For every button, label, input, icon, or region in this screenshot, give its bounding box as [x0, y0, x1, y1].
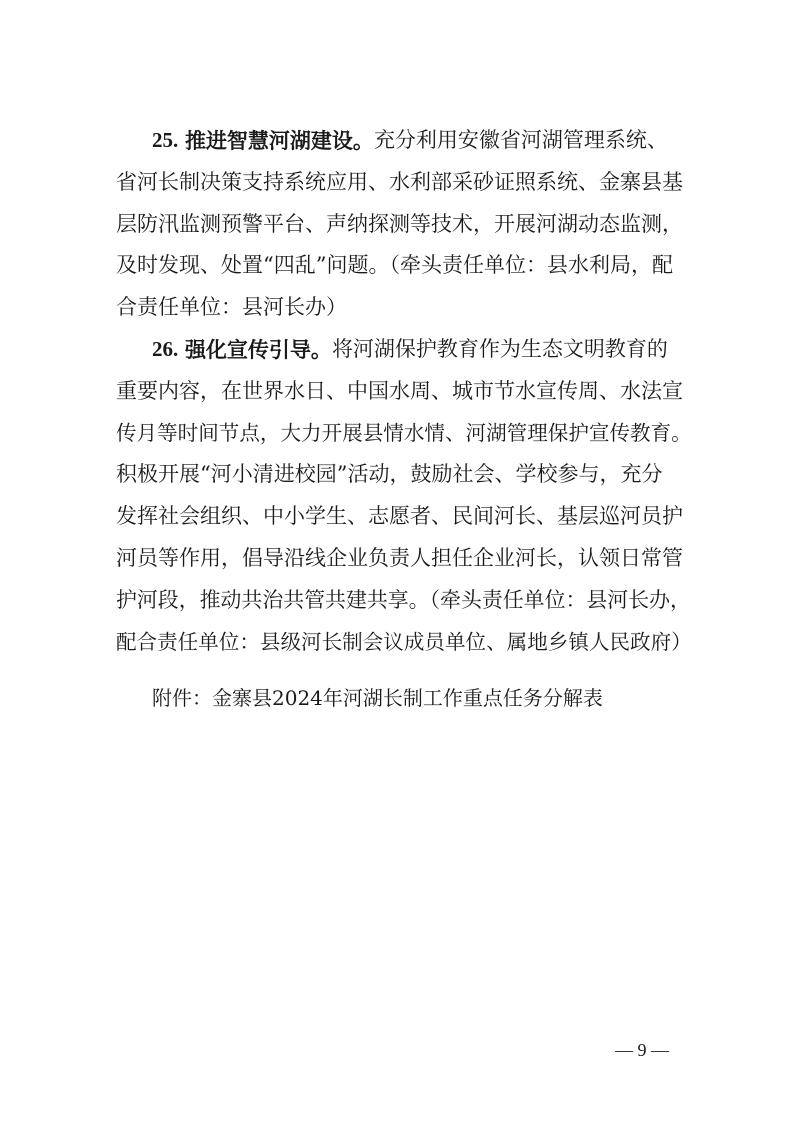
item-26-line-2: [116, 371, 692, 413]
item-25-heading: 推进智慧河湖建设。: [184, 128, 374, 153]
item-26-line-4: [116, 454, 692, 496]
item-25-number: 25.: [152, 128, 179, 152]
item-25-line-4: [116, 245, 692, 287]
item-26-heading: 强化宣传引导。: [184, 336, 332, 362]
item-26-text: 积极开展“河小清进校园”活动，鼓励社会、学校参与，充分: [116, 462, 663, 487]
item-26-line-1: [116, 329, 692, 371]
item-25-text: 省河长制决策支持系统应用、水利部采砂证照系统、金寨县基: [116, 169, 683, 194]
item-25-line-2: [116, 162, 692, 204]
item-25-text: 合责任单位：县河长办）: [116, 295, 347, 320]
item-25-line-3: [116, 204, 692, 246]
page-number: — 9 —: [615, 1040, 669, 1060]
item-25-line-1: [116, 120, 692, 162]
item-26-text: 河员等作用，倡导沿线企业负责人担任企业河长，认领日常管: [116, 545, 683, 570]
item-25-text: 充分利用安徽省河湖管理系统、: [373, 128, 668, 152]
item-26-line-6: [116, 538, 692, 580]
item-26-number: 26.: [152, 336, 179, 361]
item-25-line-5: [116, 287, 692, 329]
item-26-line-3: [116, 413, 692, 455]
item-26-text: 重要内容，在世界水日、中国水周、城市节水宣传周、水法宣: [116, 378, 683, 403]
attachment-note: 附件：金寨县2024年河湖长制工作重点任务分解表: [152, 686, 603, 710]
item-26-text: 将河湖保护教育作为生态文明教育的: [331, 336, 668, 361]
item-25-text: 层防汛监测预警平台、声纳探测等技术，开展河湖动态监测，: [116, 211, 683, 236]
item-26-text: 护河段，推动共治共管共建共享。（牵头责任单位：县河长办，: [116, 587, 691, 612]
item-26-line-5: [116, 496, 692, 538]
item-26-text: 传月等时间节点，大力开展县情水情、河湖管理保护宣传教育。: [116, 420, 692, 445]
item-26-text: 配合责任单位：县级河长制会议成员单位、属地乡镇人民政府）: [116, 629, 692, 654]
item-26-text: 发挥社会组织、中小学生、志愿者、民间河长、基层巡河员护: [116, 504, 683, 529]
item-26-line-7: [116, 580, 692, 622]
item-25-text: 及时发现、处置“四乱”问题。（牵头责任单位：县水利局，配: [116, 253, 673, 278]
body-text: [116, 120, 692, 663]
item-26-line-8: [116, 622, 692, 664]
